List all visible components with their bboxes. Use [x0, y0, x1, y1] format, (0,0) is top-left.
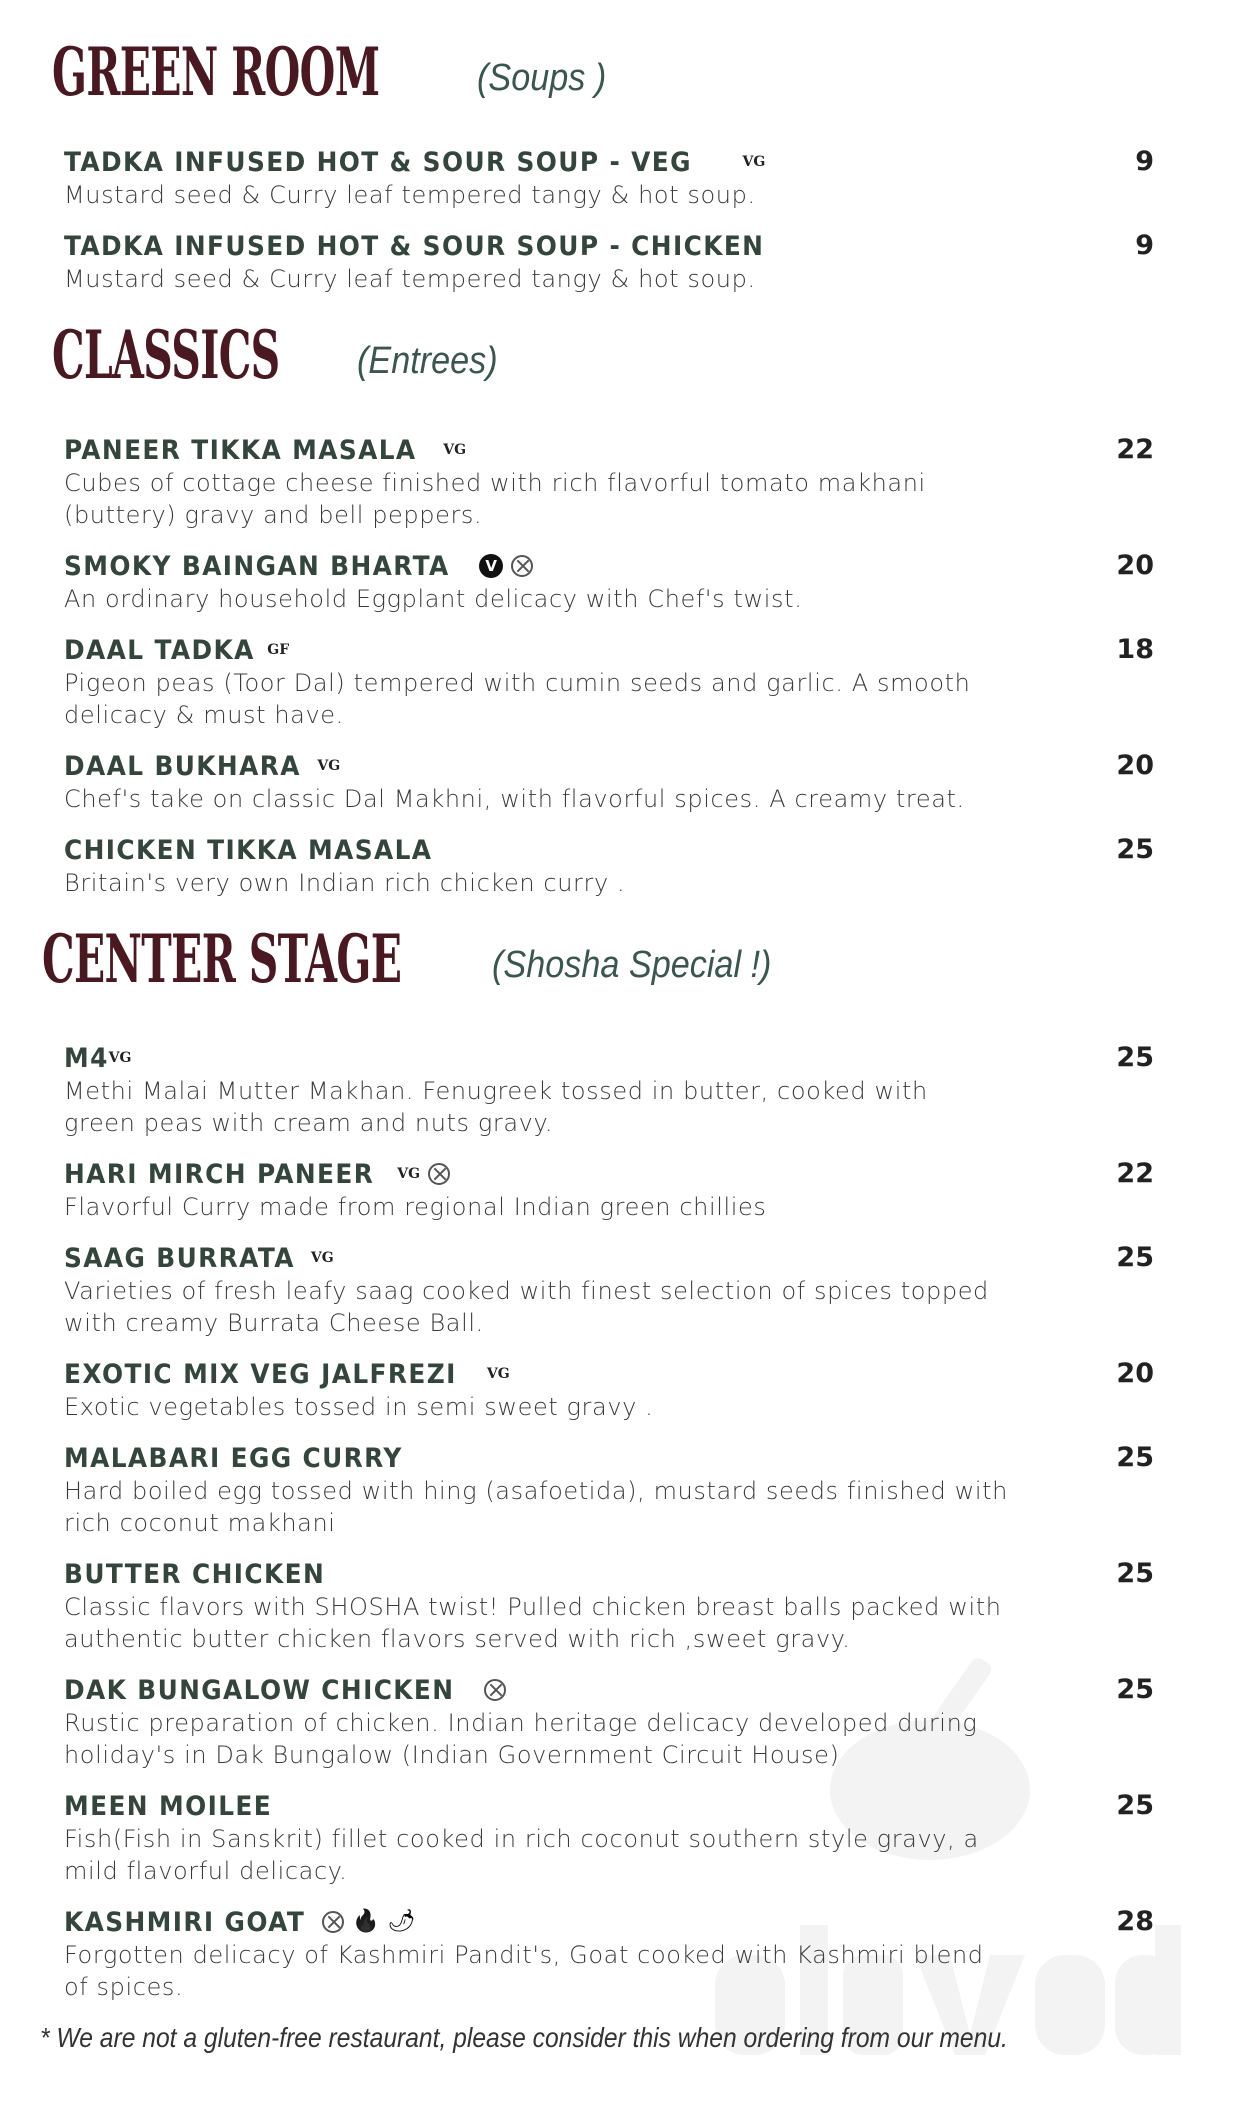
item-name-row [64, 1441, 1154, 1475]
menu-item [64, 1041, 1154, 1139]
item-description: Hard boiled egg tossed with hing (asafoetida), mustard seeds finished with rich coconut makhani [64, 1477, 1008, 1537]
item-name: SAAG BURRATA [64, 1242, 295, 1274]
item-name-row [64, 1157, 1154, 1191]
item-name: PANEER TIKKA MASALA [64, 434, 417, 466]
item-description: Britain's very own Indian rich chicken curry . [64, 869, 626, 897]
menu-item [64, 633, 1154, 731]
item-name: DAAL BUKHARA [64, 750, 301, 782]
menu-item [64, 1157, 1154, 1223]
item-description: Cubes of cottage cheese finished with rich flavorful tomato makhani (buttery) gravy and bell peppers. [64, 469, 926, 529]
item-name-row [64, 1357, 1154, 1391]
item-name-row [64, 633, 1154, 667]
item-price: 25 [1116, 1042, 1154, 1073]
menu-item [64, 1241, 1154, 1339]
item-name: M4 [64, 1042, 109, 1074]
item-price: 20 [1116, 750, 1154, 781]
item-name-row [64, 145, 1154, 179]
item-name: HARI MIRCH PANEER [64, 1158, 375, 1190]
item-price: 25 [1116, 1674, 1154, 1705]
item-name-row [64, 1673, 1154, 1707]
menu-item [64, 145, 1154, 211]
item-price: 20 [1116, 550, 1154, 581]
menu-item [64, 433, 1154, 531]
gluten-free-badge: GF [267, 642, 290, 658]
menu-item [64, 549, 1154, 615]
item-name: KASHMIRI GOAT [64, 1906, 306, 1938]
item-description: Classic flavors with SHOSHA twist! Pulled chicken breast balls packed with authentic butter chicken flavors served with rich ,sweet gravy. [64, 1593, 1002, 1653]
menu-item [64, 1905, 1154, 2003]
nut-free-icon [511, 555, 533, 577]
item-description: Mustard seed & Curry leaf tempered tangy & hot soup. [64, 181, 756, 209]
vegetarian-badge: VG [317, 758, 341, 774]
menu-item [64, 1441, 1154, 1539]
vegetarian-badge: VG [108, 1050, 132, 1066]
item-name-row [64, 1789, 1154, 1823]
item-description: Chef's take on classic Dal Makhni, with flavorful spices. A creamy treat. [64, 785, 965, 813]
nut-free-icon [484, 1679, 506, 1701]
nut-free-icon [322, 1911, 344, 1933]
item-tags [109, 1050, 132, 1066]
item-description: Fish(Fish in Sanskrit) fillet cooked in rich coconut southern style gravy, a mild flavorful delicacy. [64, 1825, 979, 1885]
item-name: TADKA INFUSED HOT & SOUR SOUP - CHICKEN [64, 230, 765, 262]
item-name: DAAL TADKA [64, 634, 255, 666]
section-title: CLASSICS [52, 316, 280, 394]
item-name-row [64, 1557, 1154, 1591]
item-tags [443, 442, 466, 458]
item-description: Methi Malai Mutter Makhan. Fenugreek tossed in butter, cooked with green peas with cream and nuts gravy. [64, 1077, 928, 1137]
item-description: Forgotten delicacy of Kashmiri Pandit's, Goat cooked with Kashmiri blend of spices. [64, 1941, 984, 2001]
vegetarian-badge: VG [397, 1166, 421, 1182]
gluten-disclaimer: * We are not a gluten-free restaurant, please consider this when ordering from our menu. [40, 2022, 1008, 2053]
item-name-row [64, 1241, 1154, 1275]
item-price: 20 [1116, 1358, 1154, 1389]
item-tags [317, 758, 340, 774]
item-name: BUTTER CHICKEN [64, 1558, 326, 1590]
item-description: Mustard seed & Curry leaf tempered tangy & hot soup. [64, 265, 756, 293]
section-items [64, 1041, 1154, 2003]
item-price: 25 [1116, 1242, 1154, 1273]
section-heading-green-room [52, 30, 1235, 114]
item-price: 28 [1116, 1906, 1154, 1937]
menu-item [64, 1673, 1154, 1771]
section-items [64, 433, 1154, 899]
item-tags [479, 554, 533, 578]
item-name-row [64, 549, 1154, 583]
item-price: 9 [1135, 230, 1154, 261]
item-description: Rustic preparation of chicken. Indian heritage delicacy developed during holiday's in Dak Bungalow (Indian Government Circuit House) [64, 1709, 978, 1769]
item-tags [311, 1250, 334, 1266]
item-price: 25 [1116, 1790, 1154, 1821]
item-tags [397, 1163, 450, 1185]
item-name-row [64, 833, 1154, 867]
vegetarian-badge: VG [486, 1366, 510, 1382]
item-name: DAK BUNGALOW CHICKEN [64, 1674, 455, 1706]
menu-item [64, 749, 1154, 815]
item-description: Pigeon peas (Toor Dal) tempered with cumin seeds and garlic. A smooth delicacy & must have. [64, 669, 971, 729]
item-name: TADKA INFUSED HOT & SOUR SOUP - VEG [64, 146, 692, 178]
item-name-row [64, 1041, 1154, 1075]
section-subtitle: (Shosha Special !) [492, 944, 772, 986]
menu-item [64, 1789, 1154, 1887]
item-name: SMOKY BAINGAN BHARTA [64, 550, 450, 582]
item-price: 9 [1135, 146, 1154, 177]
item-tags [322, 1911, 415, 1933]
chili-icon: 🌶 [387, 1909, 416, 1934]
item-name: CHICKEN TIKKA MASALA [64, 834, 433, 866]
item-tags [487, 1366, 510, 1382]
item-tags [743, 154, 766, 170]
menu-item [64, 1557, 1154, 1655]
menu-item [64, 1357, 1154, 1423]
item-name: EXOTIC MIX VEG JALFREZI [64, 1358, 457, 1390]
section-heading-classics [52, 313, 1235, 397]
item-price: 22 [1116, 1158, 1154, 1189]
item-tags [267, 642, 289, 658]
item-name-row [64, 433, 1154, 467]
item-name: MALABARI EGG CURRY [64, 1442, 403, 1474]
section-title: GREEN ROOM [52, 33, 380, 111]
item-price: 25 [1116, 1442, 1154, 1473]
vegetarian-badge: VG [310, 1250, 334, 1266]
section-subtitle: (Entrees) [357, 340, 498, 382]
vegan-badge: V [479, 554, 503, 578]
item-tags [484, 1679, 506, 1701]
item-description: Flavorful Curry made from regional Indian green chillies [64, 1193, 767, 1221]
item-name-row [64, 1905, 1154, 1939]
item-price: 25 [1116, 834, 1154, 865]
section-heading-center-stage [42, 917, 1235, 1001]
item-name: MEEN MOILEE [64, 1790, 273, 1822]
item-price: 18 [1116, 634, 1154, 665]
item-description: Varieties of fresh leafy saag cooked with finest selection of spices topped with creamy Burrata Cheese Ball. [64, 1277, 989, 1337]
section-title: CENTER STAGE [42, 920, 402, 998]
item-price: 22 [1116, 434, 1154, 465]
item-description: An ordinary household Eggplant delicacy with Chef's twist. [64, 585, 803, 613]
nut-free-icon [428, 1163, 450, 1185]
item-name-row [64, 749, 1154, 783]
item-name-row [64, 229, 1154, 263]
menu-item [64, 229, 1154, 295]
item-description: Exotic vegetables tossed in semi sweet gravy . [64, 1393, 654, 1421]
vegetarian-badge: VG [443, 442, 467, 458]
vegetarian-badge: VG [742, 154, 766, 170]
menu-item [64, 833, 1154, 899]
fire-icon: 🔥 [352, 1909, 380, 1934]
section-items [64, 145, 1154, 295]
item-price: 25 [1116, 1558, 1154, 1589]
section-subtitle: (Soups ) [477, 57, 607, 99]
